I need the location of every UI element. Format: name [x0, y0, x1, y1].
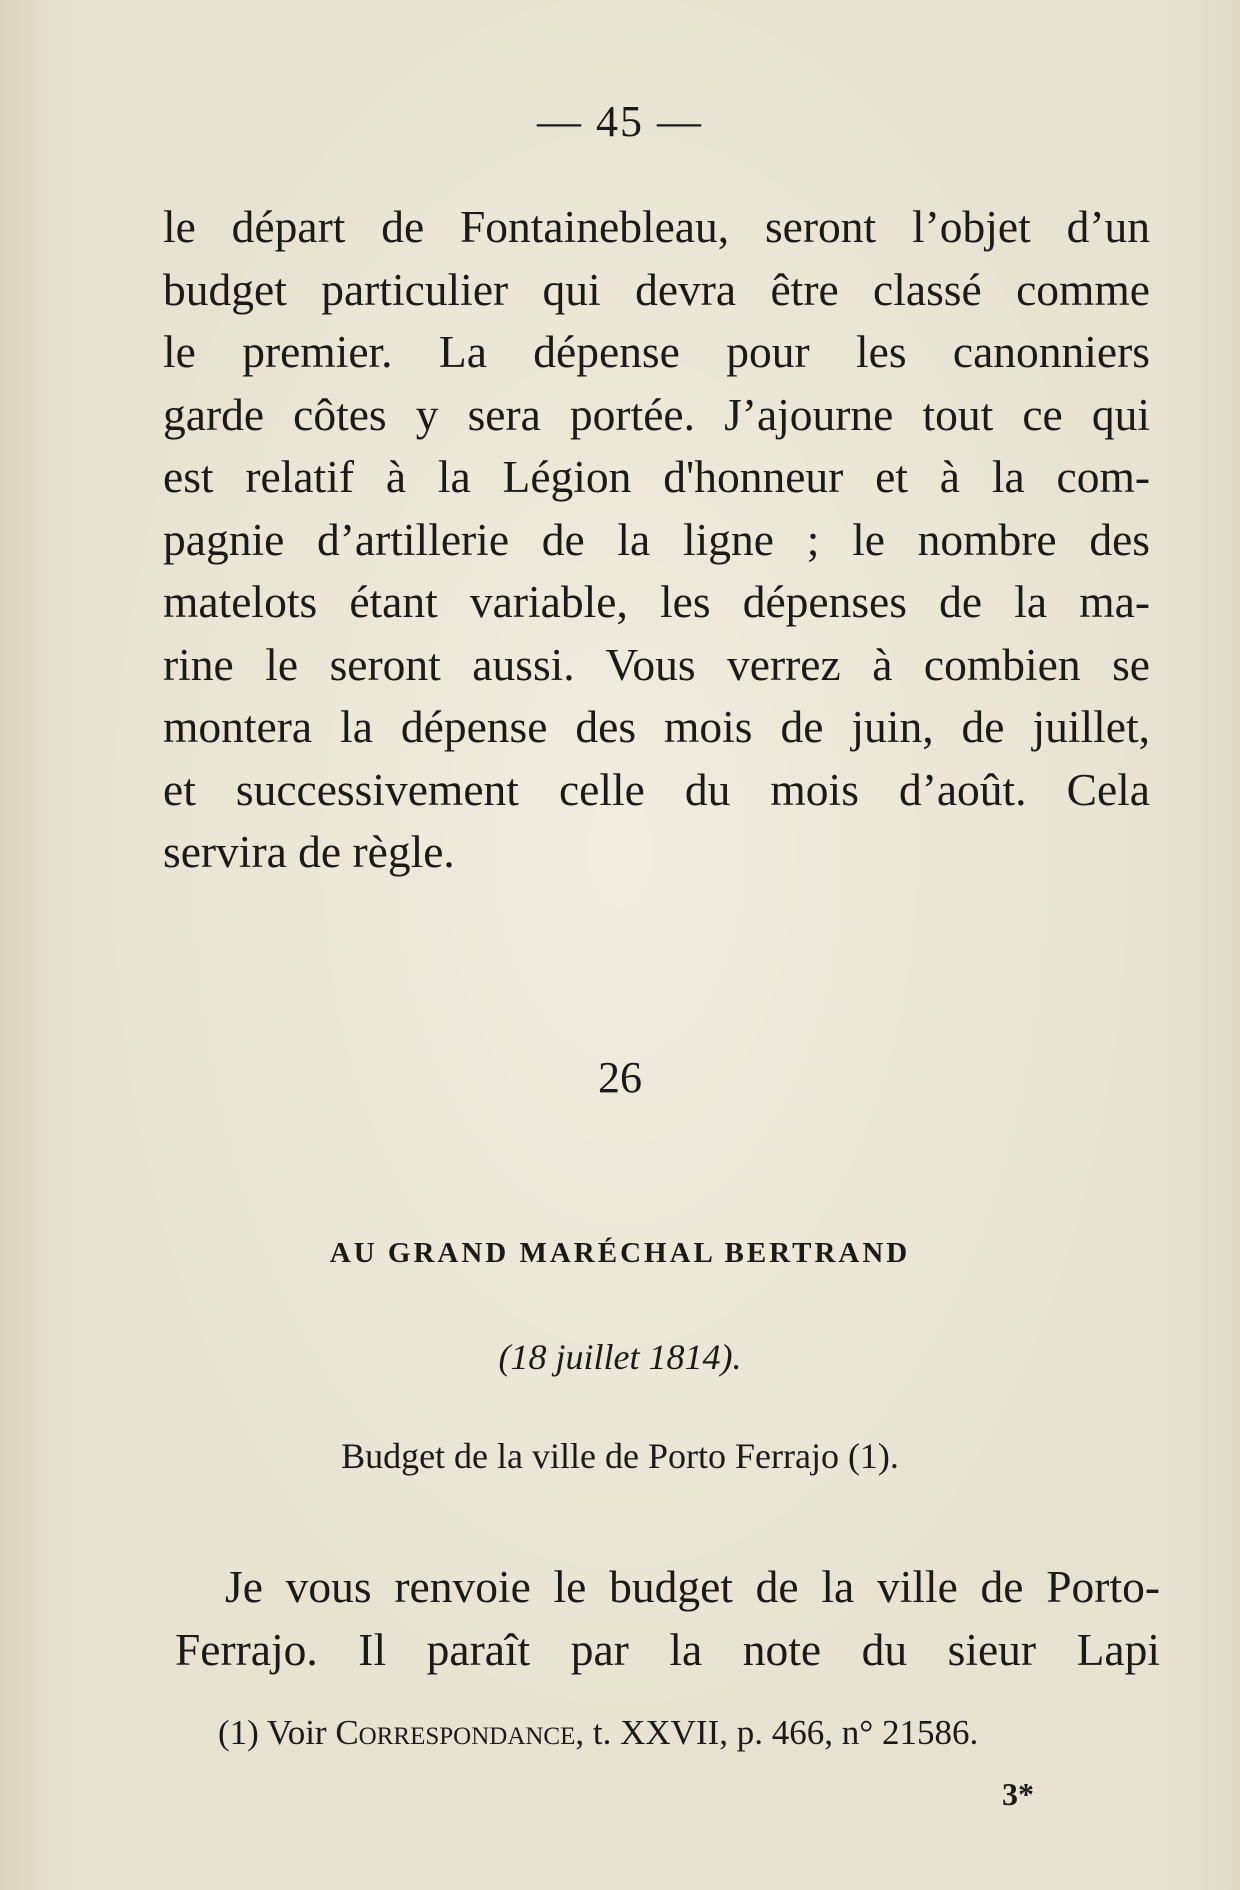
body-line: pagnie d’artillerie de la ligne ; le nombre des [163, 513, 1150, 565]
body-line: matelots étant variable, les dépenses de la ma- [163, 576, 1150, 627]
body-line: montera la dépense des mois de juin, de juillet, [163, 701, 1150, 752]
letter-opening-paragraph [175, 1555, 1160, 1681]
opening-line: Je vous renvoie le budget de la ville de Porto- [225, 1561, 1160, 1612]
letter-date: (18 juillet 1814). [498, 1337, 742, 1377]
letter-addressee: AU GRAND MARÉCHAL BERTRAND [329, 1237, 911, 1269]
body-line: rine le seront aussi. Vous verrez à combien se [163, 638, 1150, 690]
body-line: le départ de Fontainebleau, seront l’objet d’un [163, 201, 1150, 252]
footnote [218, 1713, 1158, 1753]
letter-subject: Budget de la ville de Porto Ferrajo (1). [341, 1436, 899, 1476]
footnote-reference: Correspondance [335, 1713, 576, 1752]
footnote-suffix: , t. XXVII, p. 466, n° 21586. [575, 1713, 979, 1752]
signature-mark: 3* [1002, 1776, 1034, 1812]
footnote-prefix: (1) Voir [218, 1713, 336, 1752]
body-line: garde côtes y sera portée. J’ajourne tout ce qui [163, 388, 1150, 440]
page-number: — 45 — [537, 97, 703, 146]
body-line: servira de règle. [163, 826, 455, 877]
body-line: et successivement celle du mois d’août. Cela [163, 763, 1150, 815]
letter-number: 26 [598, 1053, 642, 1102]
body-paragraph [163, 196, 1150, 884]
opening-line: Ferrajo. Il paraît par la note du sieur Lapi [175, 1624, 1160, 1675]
body-line: budget particulier qui devra être classé comme [163, 263, 1150, 315]
body-line: le premier. La dépense pour les canonniers [163, 326, 1150, 377]
body-line: est relatif à la Légion d'honneur et à la com- [163, 451, 1150, 502]
